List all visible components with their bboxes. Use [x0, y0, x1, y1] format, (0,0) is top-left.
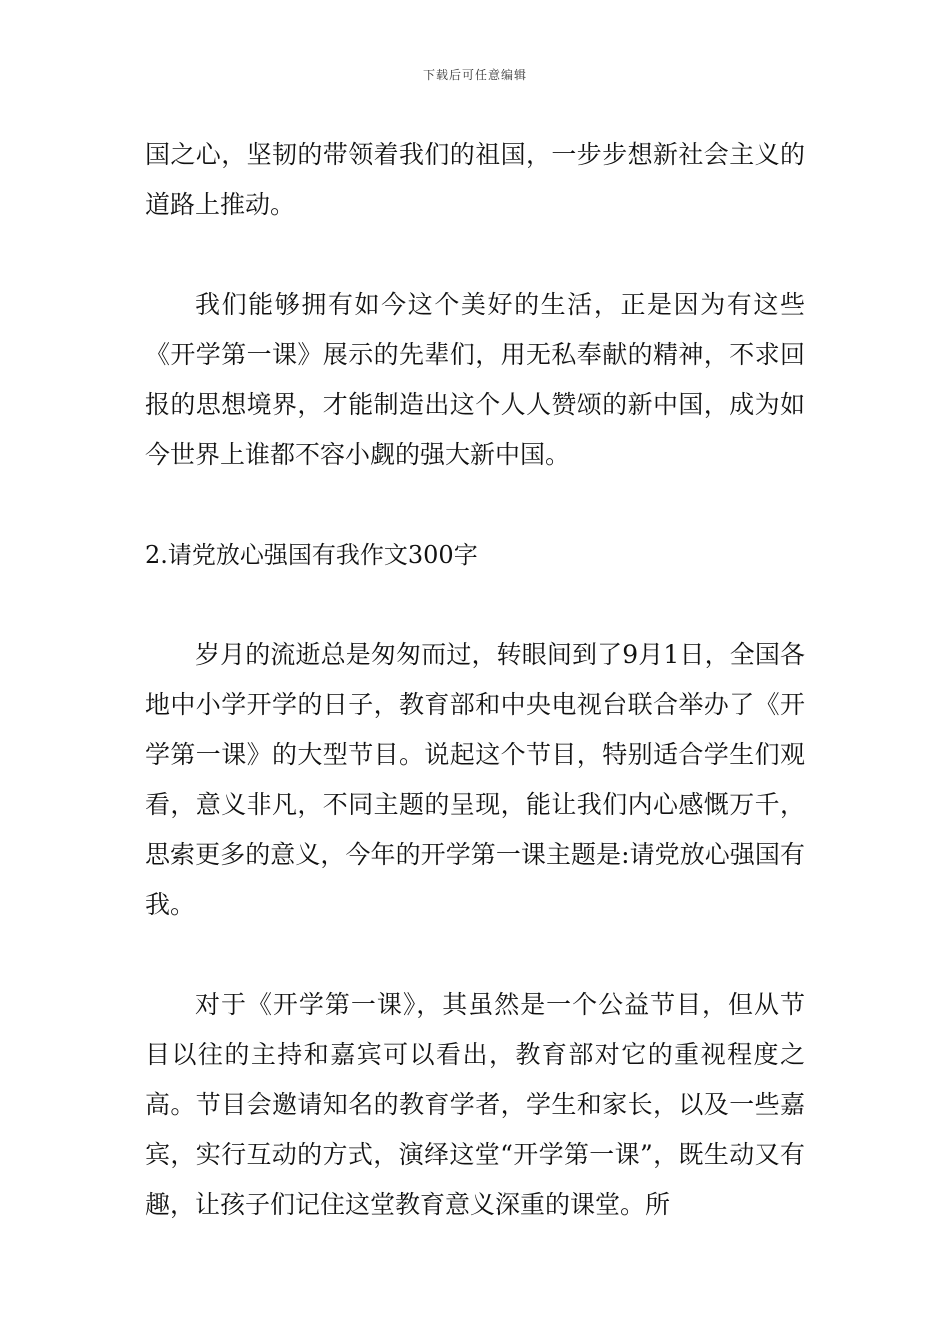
paragraph: 对于《开学第一课》，其虽然是一个公益节目，但从节目以往的主持和嘉宾可以看出，教育部对它的重视程度之高。节目会邀请知名的教育学者，学生和家长，以及一些嘉宾，实行互动的方式，演绎这堂“开学第一课”，既生动又有趣，让孩子们记住这堂教育意义深重的课堂。所	[145, 990, 805, 1219]
paragraph: 我们能够拥有如今这个美好的生活，正是因为有这些《开学第一课》展示的先辈们，用无私奉献的精神，不求回报的思想境界，才能制造出这个人人赞颂的新中国，成为如今世界上谁都不容小觑的强大新中国。	[145, 290, 805, 469]
page-header: 下载后可任意编辑	[422, 68, 527, 82]
paragraph-continuation: 国之心，坚韧的带领着我们的祖国，一步步想新社会主义的道路上推动。	[145, 140, 805, 219]
section-heading: 2.请党放心强国有我作文300字	[145, 541, 478, 569]
document-body	[145, 130, 805, 1230]
paragraph: 岁月的流逝总是匆匆而过，转眼间到了9月1日，全国各地中小学开学的日子，教育部和中央电视台联合举办了《开学第一课》的大型节目。说起这个节目，特别适合学生们观看，意义非凡，不同主题的呈现，能让我们内心感慨万千，思索更多的意义，今年的开学第一课主题是:请党放心强国有我。	[145, 640, 805, 919]
